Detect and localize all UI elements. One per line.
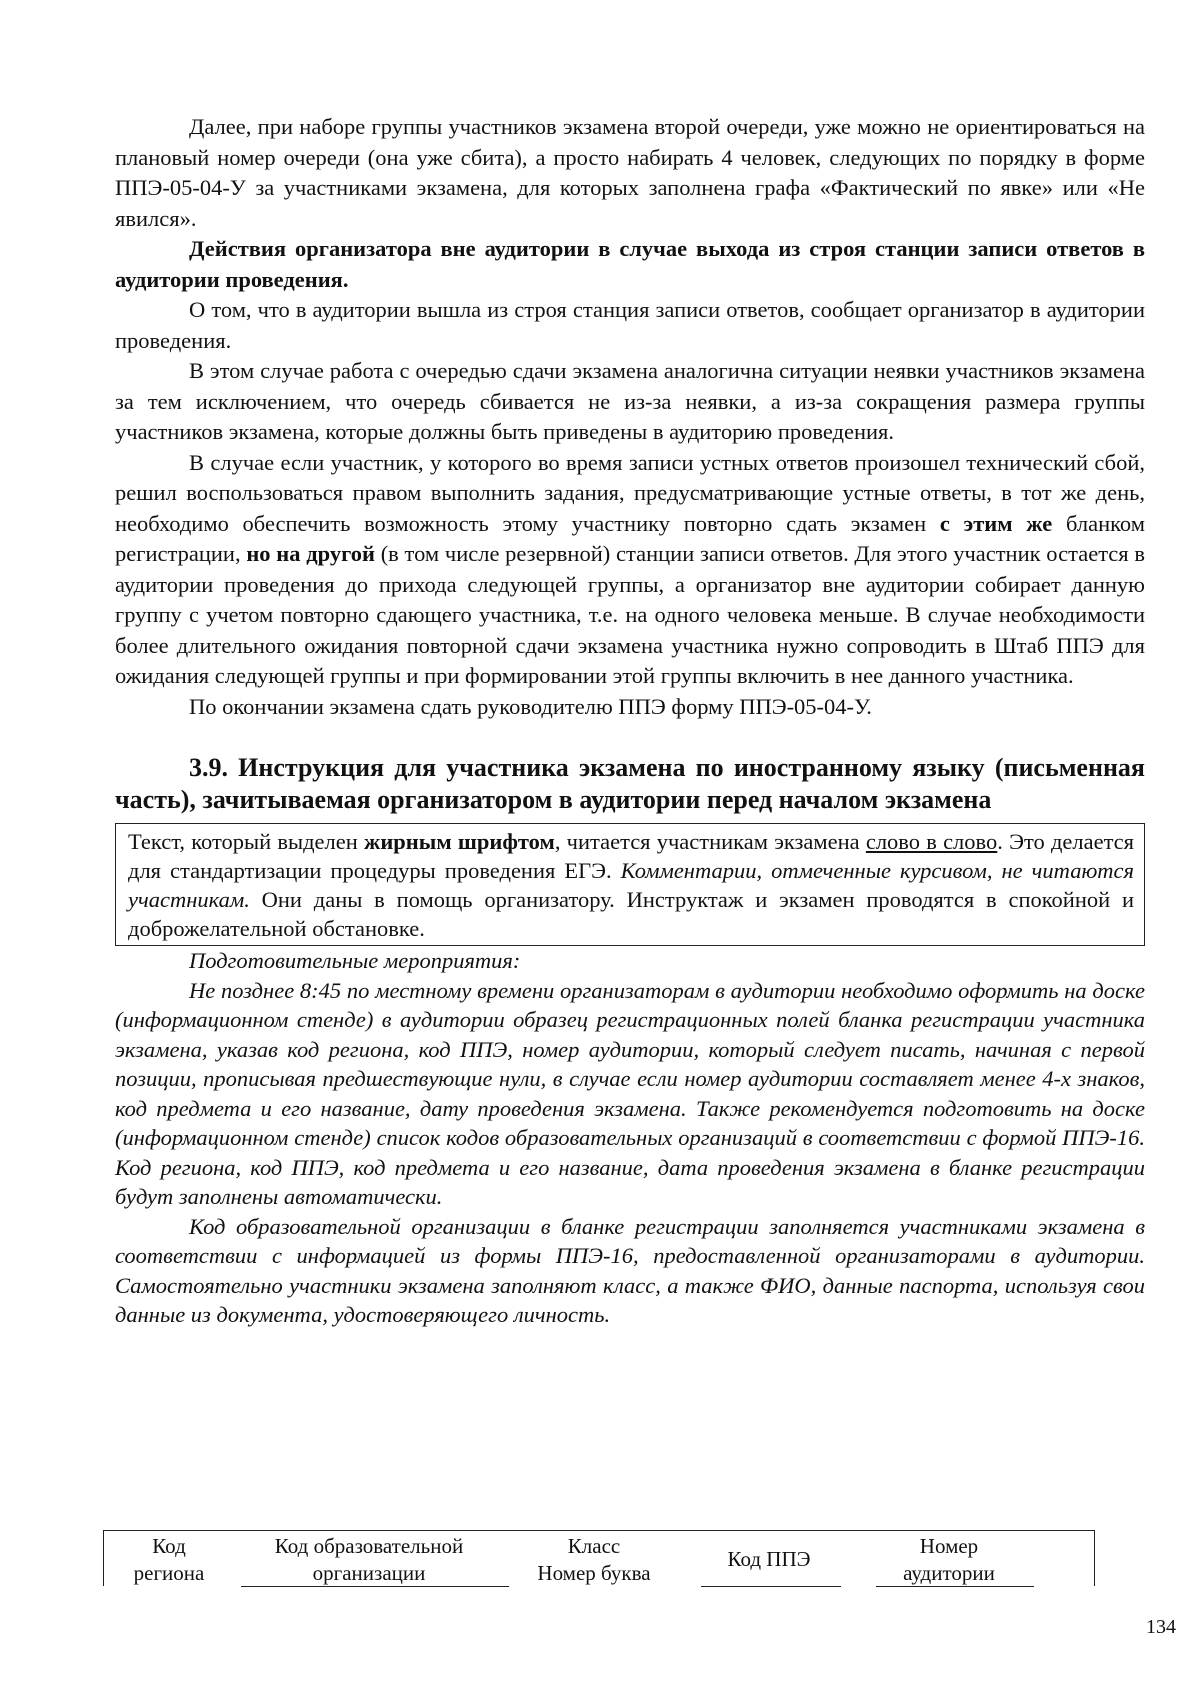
page-body bbox=[115, 112, 1145, 1330]
room-number-underline bbox=[876, 1586, 1034, 1587]
notice-box bbox=[115, 823, 1145, 946]
header-line: Номер bbox=[919, 1534, 979, 1558]
paragraph-text: бланком регистрации, bbox=[115, 510, 1145, 566]
region-code-header bbox=[119, 1533, 219, 1587]
class-header bbox=[524, 1533, 664, 1587]
notice-part: Они даны в помощь организатору. Инструктаж и экзамен проводятся в спокойной и доброжелательной обстановке. bbox=[128, 887, 1134, 941]
notice-italic: Комментарии, отмеченные курсивом, не читаются участникам. bbox=[128, 858, 1134, 912]
header-line: аудитории bbox=[903, 1561, 995, 1585]
header-line: Номер буква bbox=[537, 1561, 651, 1585]
section-heading: 3.9. Инструкция для участника экзамена по иностранному языку (письменная часть), зачитываемая организатором в аудитории перед началом экзамена bbox=[115, 753, 1145, 814]
ppe-code-underline bbox=[701, 1586, 841, 1587]
paragraph-text: (в том числе резервной) станции записи ответов. Для этого участник остается в аудитории проведения до прихода следующей группы, а организатор вне аудитории собирает данную группу с учетом повторно сдающего участника, т.е. на одного человека меньше. В случае необходимости более длительного ожидания повторной сдачи экзамена участника нужно сопроводить в Штаб ППЭ для ожидания следующей группы и при формировании этой группы включить в нее данного участника. bbox=[115, 541, 1145, 688]
paragraph bbox=[115, 448, 1145, 692]
header-line: региона bbox=[133, 1561, 205, 1585]
header-line: организации bbox=[312, 1561, 426, 1585]
paragraph: О том, что в аудитории вышла из строя станция записи ответов, сообщает организатор в аудитории проведения. bbox=[115, 297, 1145, 353]
ppe-code-header bbox=[694, 1546, 844, 1573]
paragraph: В этом случае работа с очередью сдачи экзамена аналогична ситуации неявки участников экзамена за тем исключением, что очередь сбивается не из-за неявки, а из-за сокращения размера группы участников экзамена, которые должны быть приведены в аудиторию проведения. bbox=[115, 358, 1145, 444]
header-line: Класс bbox=[567, 1534, 621, 1558]
bold-emphasis: но на другой bbox=[246, 541, 375, 566]
notice-text bbox=[128, 827, 1134, 943]
bold-emphasis: с этим же bbox=[939, 510, 1053, 536]
paragraph-text: В случае если участник, у которого во время записи устных ответов произошел технический сбой, решил воспользоваться правом выполнить задания, предусматривающие устные ответы, в тот же день, необходимо обеспечить возможность этому участнику повторно сдать экзамен bbox=[115, 449, 1145, 536]
paragraph: Далее, при наборе группы участников экзамена второй очереди, уже можно не ориентироваться на плановый номер очереди (она уже сбита), а просто набирать 4 человек, следующих по порядку в форме ППЭ-05-04-У за участниками экзамена, для которых заполнена графа «Фактический по явке» или «Не явился». bbox=[115, 114, 1145, 231]
header-line: Код ППЭ bbox=[727, 1547, 811, 1571]
preparation-section bbox=[115, 946, 1145, 1330]
org-code-underline bbox=[241, 1586, 509, 1587]
paragraph: Код образовательной организации в бланке регистрации заполняется участниками экзамена в соответствии с информацией из формы ППЭ-16, предоставленной организаторами в аудитории. Самостоятельно участники экзамена заполняют класс, а также ФИО, данные паспорта, используя свои данные из документа, удостоверяющего личность. bbox=[115, 1213, 1145, 1327]
registration-fields-table bbox=[103, 1530, 1095, 1586]
header-line: Код образовательной bbox=[274, 1534, 464, 1558]
header-line: Код bbox=[152, 1534, 186, 1558]
page-number: 134 bbox=[1146, 1616, 1176, 1638]
section-subheading: Действия организатора вне аудитории в случае выхода из строя станции записи ответов в аудитории проведения. bbox=[115, 236, 1145, 292]
notice-bold: жирным шрифтом bbox=[364, 829, 555, 854]
notice-part: . Это делается для стандартизации процедуры проведения ЕГЭ. bbox=[128, 829, 1135, 883]
notice-part: , читается участникам экзамена bbox=[554, 829, 866, 854]
paragraph: По окончании экзамена сдать руководителю ППЭ форму ППЭ-05-04-У. bbox=[189, 693, 872, 719]
preparation-title: Подготовительные мероприятия: bbox=[189, 948, 521, 973]
paragraph: Не позднее 8:45 по местному времени организаторам в аудитории необходимо оформить на доске (информационном стенде) в аудитории образец регистрационных полей бланка регистрации участника экзамена, указав код региона, код ППЭ, номер аудитории, который следует писать, начиная с первой позиции, прописывая предшествующие нули, в случае если номер аудитории составляет менее 4-х знаков, код предмета и его название, дату проведения экзамена. Также рекомендуется подготовить на доске (информационном стенде) список кодов образовательных организаций в соответствии с формой ППЭ-16. Код региона, код ППЭ, код предмета и его название, дата проведения экзамена в бланке регистрации будут заполнены автоматически. bbox=[115, 977, 1145, 1209]
room-number-header bbox=[874, 1533, 1024, 1587]
notice-underline: слово в слово bbox=[865, 829, 998, 854]
org-code-header bbox=[234, 1533, 504, 1587]
notice-part: Текст, который выделен bbox=[128, 829, 364, 854]
